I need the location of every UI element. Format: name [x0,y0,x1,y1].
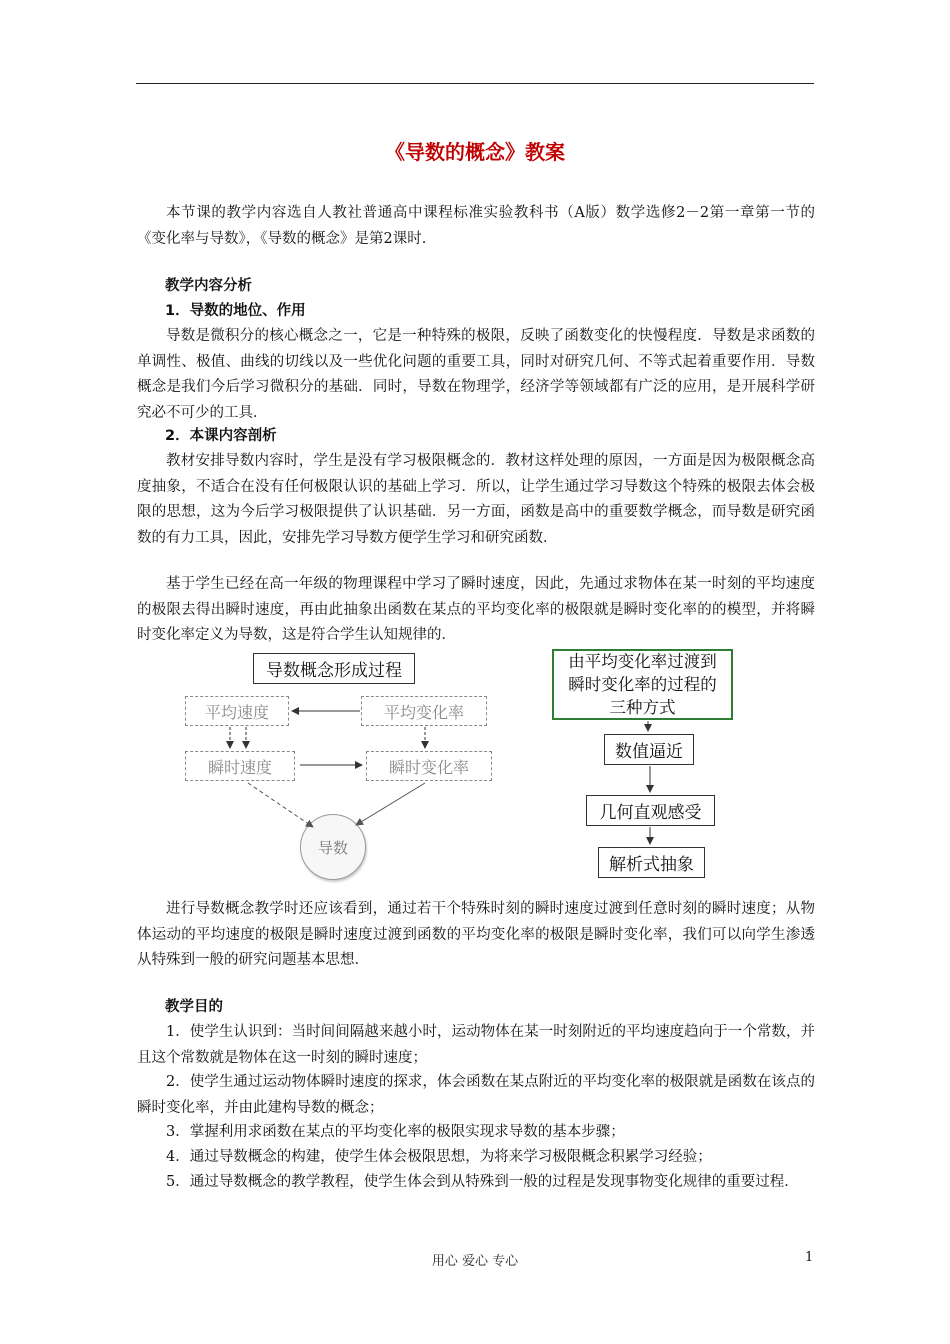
subheading-role: 1．导数的地位、作用 [165,303,306,319]
node-derivative: 导数 [300,814,366,880]
diagram-right-title-line2: 瞬时变化率的过程的 [568,675,717,694]
node-avg-speed: 平均速度 [185,696,289,726]
step-analytic-abstraction: 解析式抽象 [598,847,705,878]
paragraph-analysis: 教材安排导数内容时，学生是没有学习极限概念的．教材这样处理的原因，一方面是因为极限概念高度抽象，不适合在没有任何极限认识的基础上学习．所以，让学生通过学习导数这个特殊的极限去体会极限的思想，这为今后学习极限提供了认识基础．另一方面，函数是高中的重要数学概念，而导数是研究函数的有力工具，因此，安排先学习导数方便学生学习和研究函数． [137,453,815,546]
diagram-left-title: 导数概念形成过程 [253,653,415,684]
arrow-instrate-to-derivative [356,783,425,825]
objective-item-2: 2．使学生通过运动物体瞬时速度的探求，体会函数在某点附近的平均变化率的极限就是函数在该点的瞬时变化率，并由此建构导数的概念； [137,1074,815,1116]
step-geometric-intuition: 几何直观感受 [586,795,715,826]
diagram-right-title-line1: 由平均变化率过渡到 [568,652,717,671]
node-inst-speed: 瞬时速度 [185,751,295,781]
paragraph-role: 导数是微积分的核心概念之一，它是一种特殊的极限，反映了函数变化的快慢程度．导数是求函数的单调性、极值、曲线的切线以及一些优化问题的重要工具，同时对研究几何、不等式起着重要作用．导数概念是我们今后学习微积分的基础．同时，导数在物理学，经济学等领域都有广泛的应用，是开展科学研究必不可少的工具． [137,328,815,421]
paragraph-basis: 基于学生已经在高一年级的物理课程中学习了瞬时速度，因此，先通过求物体在某一时刻的平均速度的极限去得出瞬时速度，再由此抽象出函数在某点的平均变化率的极限就是瞬时变化率的的模型，并将瞬时变化率定义为导数，这是符合学生认知规律的． [137,576,815,643]
document-title: 《导数的概念》教案 [385,140,565,164]
node-inst-rate: 瞬时变化率 [366,751,492,781]
step-numeric-approach: 数值逼近 [604,734,694,765]
diagram-right-title-line3: 三种方式 [609,698,676,717]
intro-paragraph: 本节课的教学内容选自人教社普通高中课程标准实验教科书（A版）数学选修2－2第一章第一节的《变化率与导数》，《导数的概念》是第2课时. [137,205,815,247]
node-avg-rate: 平均变化率 [361,696,487,726]
section-heading-objectives: 教学目的 [165,999,223,1015]
objective-item-5: 5．通过导数概念的教学教程，使学生体会到从特殊到一般的过程是发现事物变化规律的重要过程． [166,1174,799,1190]
objective-item-1: 1．使学生认识到：当时间间隔越来越小时，运动物体在某一时刻附近的平均速度趋向于一个常数，并且这个常数就是物体在这一时刻的瞬时速度； [137,1024,815,1066]
page-number: 1 [805,1250,814,1265]
footer-slogan: 用心 爱心 专心 [431,1254,519,1269]
section-heading-content-analysis: 教学内容分析 [165,278,252,294]
objective-item-4: 4．通过导数概念的构建，使学生体会极限思想，为将来学习极限概念积累学习经验； [166,1149,712,1165]
subheading-analysis: 2．本课内容剖析 [165,428,277,444]
arrow-instspeed-to-derivative [248,783,313,827]
paragraph-teaching-note: 进行导数概念教学时还应该看到，通过若干个特殊时刻的瞬时速度过渡到任意时刻的瞬时速度；从物体运动的平均速度的极限是瞬时速度过渡到函数的平均变化率的极限是瞬时变化率，我们可以向学生渗透从特殊到一般的研究问题基本思想． [137,901,815,968]
objective-item-3: 3．掌握利用求函数在某点的平均变化率的极限实现求导数的基本步骤； [166,1124,625,1140]
